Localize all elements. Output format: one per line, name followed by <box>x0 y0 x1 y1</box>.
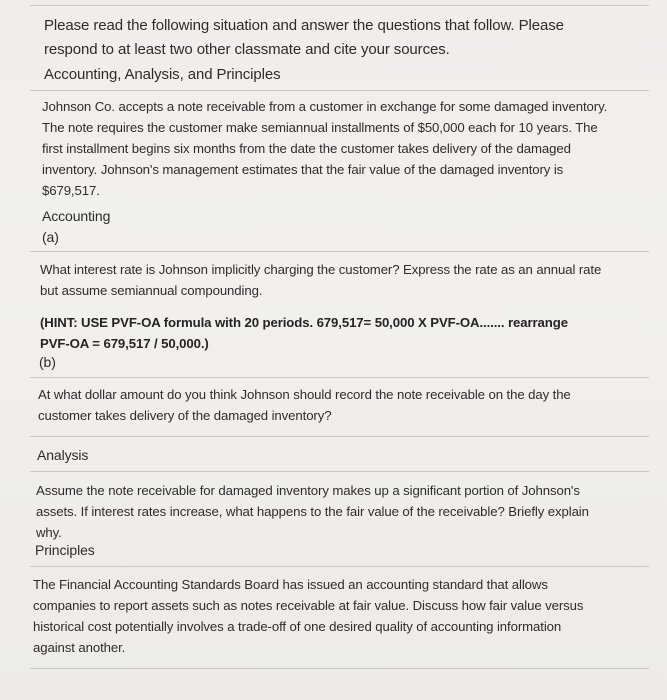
intro-line-1: Please read the following situation and answer the questions that follow. Please <box>44 17 564 34</box>
page-title: Accounting, Analysis, and Principles <box>44 66 281 83</box>
question-a-line-1: What interest rate is Johnson implicitly charging the customer? Express the rate as an annual rate <box>40 262 602 277</box>
part-a-label: (a) <box>42 229 59 245</box>
question-b <box>38 384 650 426</box>
question-a-line-2: but assume semiannual compounding. <box>40 283 263 298</box>
analysis-line-1: Assume the note receivable for damaged inventory makes up a significant portion of Johnson's <box>36 483 580 498</box>
top-divider <box>30 5 649 6</box>
hint-line-1: (HINT: USE PVF-OA formula with 20 periods. 679,517= 50,000 X PVF-OA....... rearrange <box>40 315 568 330</box>
hint-text <box>40 312 652 354</box>
scenario-line-1: Johnson Co. accepts a note receivable from a customer in exchange for some damaged inventory. <box>42 99 608 114</box>
intro-instructions <box>44 14 644 62</box>
principles-divider <box>30 566 649 567</box>
bottom-divider <box>30 668 649 669</box>
scenario-line-3: first installment begins six months from the date the customer takes delivery of the damaged <box>42 141 571 156</box>
question-a <box>40 259 652 301</box>
question-b-line-2: customer takes delivery of the damaged inventory? <box>38 408 332 423</box>
analysis-body-divider <box>30 471 649 472</box>
hint-line-2: PVF-OA = 679,517 / 50,000.) <box>40 336 209 351</box>
accounting-heading: Accounting <box>42 208 111 224</box>
analysis-question <box>36 480 651 543</box>
scenario-paragraph <box>42 96 652 201</box>
principles-heading: Principles <box>35 542 95 558</box>
part-b-divider <box>30 377 649 378</box>
part-a-divider <box>30 251 649 252</box>
scenario-line-2: The note requires the customer make semiannual installments of $50,000 each for 10 years. The <box>42 120 598 135</box>
principles-line-4: against another. <box>33 640 126 655</box>
principles-line-3: historical cost potentially involves a trade-off of one desired quality of accounting information <box>33 619 562 634</box>
principles-question <box>33 574 651 658</box>
scenario-line-5: $679,517. <box>42 183 100 198</box>
analysis-divider <box>30 436 649 437</box>
intro-line-2: respond to at least two other classmate and cite your sources. <box>44 41 450 58</box>
scenario-line-4: inventory. Johnson's management estimates that the fair value of the damaged inventory is <box>42 162 564 177</box>
analysis-line-2: assets. If interest rates increase, what happens to the fair value of the receivable? Briefly explain <box>36 504 589 519</box>
analysis-heading: Analysis <box>37 447 89 463</box>
question-b-line-1: At what dollar amount do you think Johnson should record the note receivable on the day the <box>38 387 571 402</box>
principles-line-1: The Financial Accounting Standards Board has issued an accounting standard that allows <box>33 577 548 592</box>
principles-line-2: companies to report assets such as notes receivable at fair value. Discuss how fair value versus <box>33 598 584 613</box>
title-divider <box>30 90 649 91</box>
part-b-label: (b) <box>39 354 56 370</box>
analysis-line-3: why. <box>36 525 62 540</box>
